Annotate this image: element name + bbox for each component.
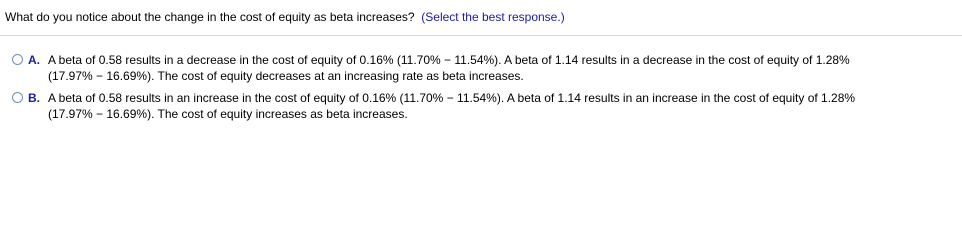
option-letter-a: A.: [28, 53, 40, 67]
divider: [0, 35, 962, 36]
option-letter-b: B.: [28, 91, 40, 105]
option-text-a[interactable]: [48, 52, 938, 84]
radio-button-a[interactable]: [12, 54, 23, 65]
option-text-b[interactable]: [48, 90, 938, 122]
question-text: [5, 9, 565, 25]
question-prompt: What do you notice about the change in the cost of equity as beta increases?: [5, 10, 415, 24]
option-a-line-1: A beta of 0.58 results in a decrease in the cost of equity of 0.16% (11.70% − 11.54%). A beta of 1.14 results in a decrease in the cost of equity of 1.28%: [48, 53, 850, 67]
radio-button-b[interactable]: [12, 92, 23, 103]
question-instruction: (Select the best response.): [421, 10, 565, 24]
option-a-line-2: (17.97% − 16.69%). The cost of equity decreases at an increasing rate as beta increases.: [48, 69, 524, 83]
option-b-line-1: A beta of 0.58 results in an increase in the cost of equity of 0.16% (11.70% − 11.54%). A beta of 1.14 results in an increase in the cost of equity of 1.28%: [48, 91, 856, 105]
option-b-line-2: (17.97% − 16.69%). The cost of equity increases as beta increases.: [48, 107, 408, 121]
